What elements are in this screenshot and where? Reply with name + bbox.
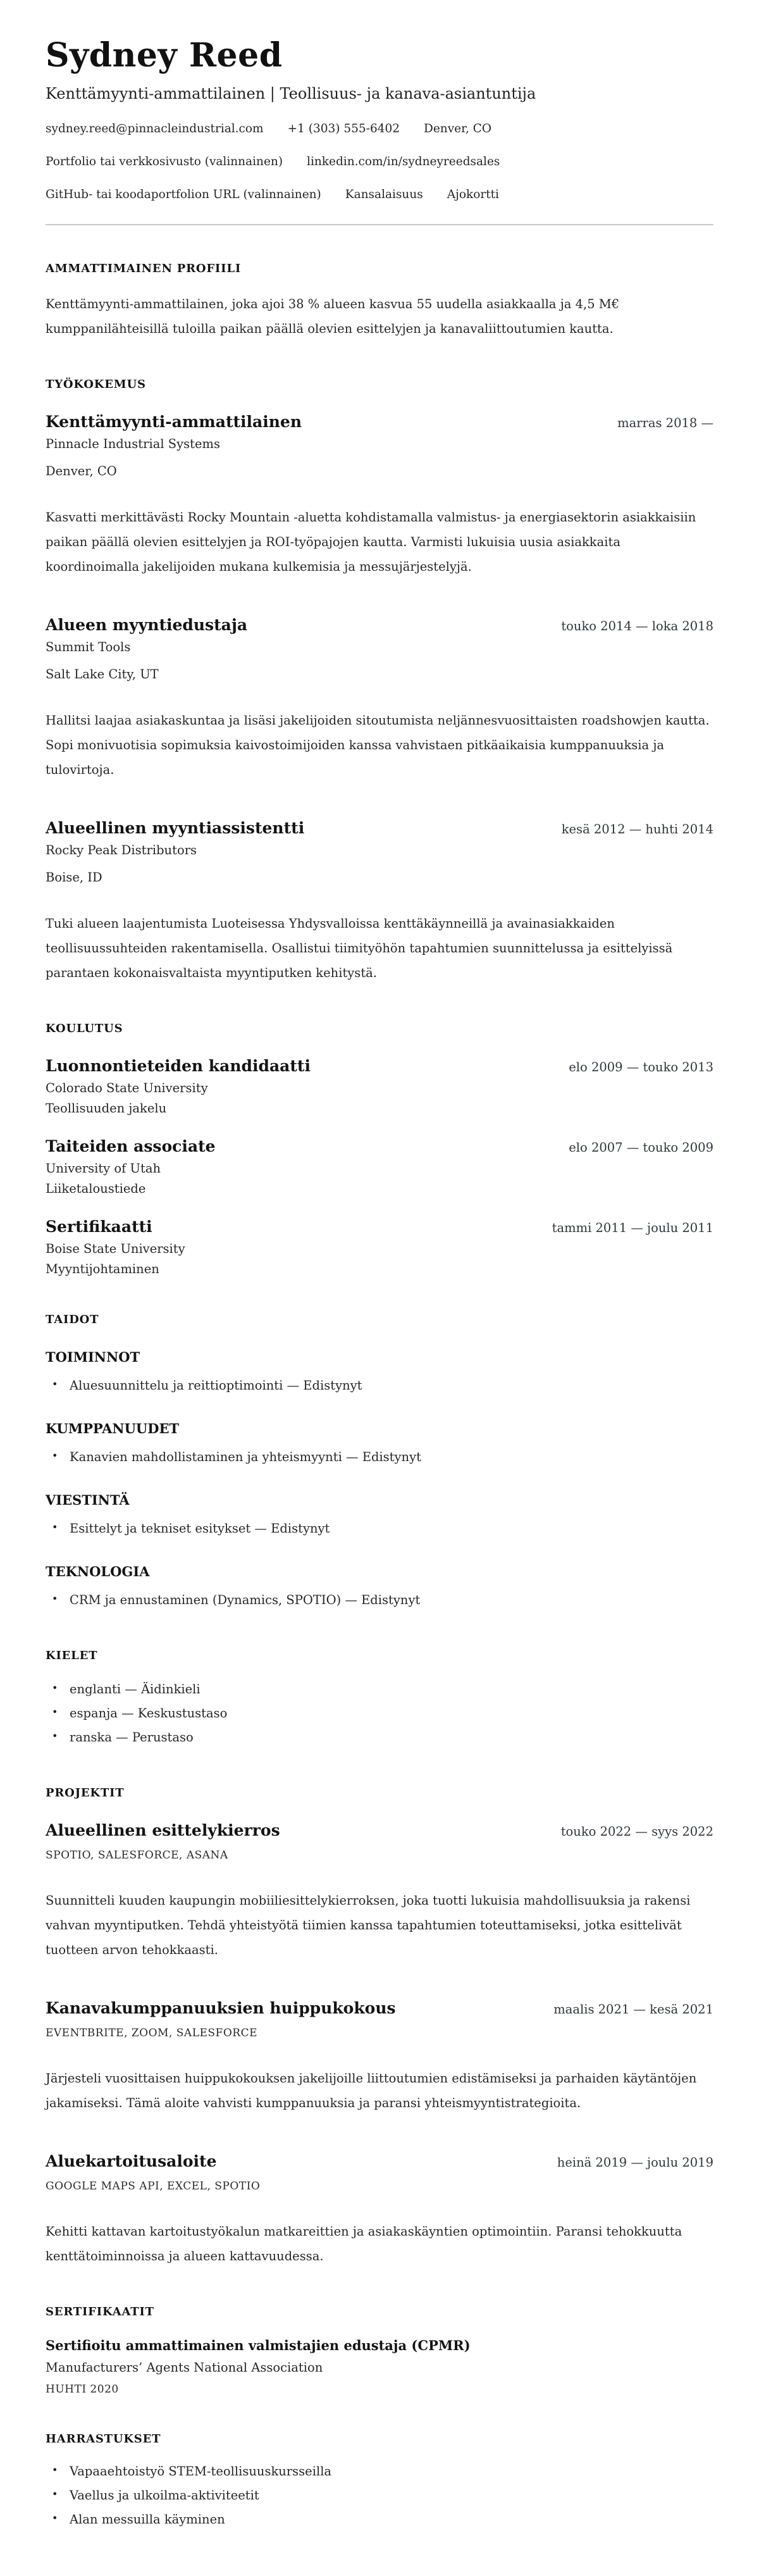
skill-list [46, 1445, 713, 1469]
project-description: Suunnitteli kuuden kaupungin mobiiliesittelykierroksen, joka tuotti lukuisia mahdollisuuksia ja rakensi vahvan myyntiputken. Tehdä yhteistyötä tiimien kanssa tapahtumien toteuttamiseksi, jotka esittelivät tuotteen arvon tehokkaasti. [46, 1893, 691, 1957]
degree-title: Luonnontieteiden kandidaatti [46, 1056, 311, 1075]
job-title: Alueen myyntiedustaja [46, 615, 248, 634]
location-text: Denver, CO [424, 121, 492, 135]
section-certifications [46, 2305, 713, 2396]
education-entry [46, 1217, 713, 1276]
certification-org: Manufacturers’ Agents National Association [46, 2360, 323, 2375]
portfolio-text: Portfolio tai verkkosivusto (valinnainen) [46, 154, 283, 168]
job-location: Denver, CO [46, 463, 117, 478]
job-description: Hallitsi laajaa asiakaskuntaa ja lisäsi jakelijoiden sitoutumista neljännesvuosittaisten roadshowjen kautta. Sopi monivuotisia sopimuksia kaivostoimijoiden kanssa vahvistaen pitkäaikaisia kumppanuuksia ja tulovirtoja. [46, 712, 710, 777]
section-profile [46, 262, 713, 341]
resume-header [46, 37, 713, 225]
skill-category: KUMPPANUUDET [46, 1420, 180, 1436]
job-description: Tuki alueen laajentumista Luoteisessa Yhdysvalloissa kenttäkäynneillä ja avainasiakkaiden teollisuussuhteiden rakentamisella. Osallistui tiimityöhön tapahtumien suunnittelussa ja esittelyissä parantaen kokonaisvaltaista myyntiputken kehitystä. [46, 916, 673, 980]
job-company: Rocky Peak Distributors [46, 842, 197, 857]
school-name: Boise State University [46, 1241, 185, 1256]
project-head [46, 1821, 713, 1839]
job-head [46, 819, 713, 837]
project-entry [46, 2152, 713, 2268]
job-head [46, 413, 713, 431]
section-languages [46, 1649, 713, 1750]
job-location: Salt Lake City, UT [46, 666, 159, 681]
language-item: • espanja — Keskustustaso [70, 1702, 713, 1726]
certification-title: Sertifioitu ammattimainen valmistajien edustaja (CPMR) [46, 2337, 471, 2353]
education-heading: KOULUTUS [46, 1021, 123, 1035]
job-location: Boise, ID [46, 869, 102, 885]
skill-category: TOIMINNOT [46, 1348, 140, 1365]
education-head [46, 1217, 713, 1236]
education-entry [46, 1057, 713, 1116]
job-entry [46, 819, 713, 985]
language-item: • englanti — Äidinkieli [70, 1677, 713, 1702]
project-head [46, 2152, 713, 2170]
field-of-study: Myyntijohtaminen [46, 1261, 159, 1276]
projects-heading: PROJEKTIT [46, 1786, 125, 1800]
hobbies-heading: HARRASTUKSET [46, 2432, 161, 2446]
school-name: University of Utah [46, 1160, 161, 1176]
job-title: Alueellinen myyntiassistentti [46, 818, 305, 837]
person-name: Sydney Reed [46, 36, 283, 75]
job-company: Summit Tools [46, 639, 131, 654]
skill-list [46, 1588, 713, 1612]
header-divider [46, 224, 713, 225]
section-education [46, 1022, 713, 1276]
contact-row-3 [46, 188, 713, 201]
project-title: Aluekartoitusaloite [46, 2151, 217, 2170]
skill-list [46, 1517, 713, 1541]
field-of-study: Liiketaloustiede [46, 1181, 146, 1196]
skill-item: • Aluesuunnittelu ja reittioptimointi — Edistynyt [70, 1374, 713, 1398]
skill-category: VIESTINTÄ [46, 1491, 130, 1508]
skills-heading: TAIDOT [46, 1312, 99, 1326]
certification-date: HUHTI 2020 [46, 2382, 119, 2396]
certification-entry [46, 2337, 713, 2396]
project-tools: GOOGLE MAPS API, EXCEL, SPOTIO [46, 2179, 261, 2193]
phone-text: +1 (303) 555-6402 [287, 121, 400, 135]
education-dates: elo 2007 — touko 2009 [569, 1140, 713, 1155]
hobby-item: • Vapaaehtoistyö STEM-teollisuuskursseilla [70, 2460, 713, 2484]
job-dates: kesä 2012 — huhti 2014 [561, 821, 713, 837]
education-head [46, 1057, 713, 1075]
language-list [46, 1677, 713, 1750]
education-head [46, 1137, 713, 1155]
linkedin-text: linkedin.com/in/sydneyreedsales [307, 154, 500, 168]
school-name: Colorado State University [46, 1080, 208, 1095]
section-experience [46, 378, 713, 985]
job-head [46, 616, 713, 634]
contact-row-2 [46, 155, 713, 168]
project-description: Kehitti kattavan kartoitustyökalun matkareittien ja asiakaskäyntien optimointiin. Paransi tehokkuutta kenttätoiminnoissa ja alueen kattavuudessa. [46, 2224, 682, 2263]
project-title: Alueellinen esittelykierros [46, 1820, 280, 1839]
skill-category: TEKNOLOGIA [46, 1563, 150, 1579]
project-dates: touko 2022 — syys 2022 [560, 1824, 713, 1839]
degree-title: Taiteiden associate [46, 1136, 216, 1155]
skill-list [46, 1374, 713, 1398]
skill-item: • CRM ja ennustaminen (Dynamics, SPOTIO) — Edistynyt [70, 1588, 713, 1612]
job-entry [46, 413, 713, 579]
project-dates: maalis 2021 — kesä 2021 [553, 2001, 713, 2017]
education-entry [46, 1137, 713, 1196]
citizenship-text: Kansalaisuus [345, 187, 423, 201]
certifications-heading: SERTIFIKAATIT [46, 2305, 154, 2318]
education-dates: tammi 2011 — joulu 2011 [552, 1220, 713, 1235]
skill-item: • Kanavien mahdollistaminen ja yhteismyynti — Edistynyt [70, 1445, 713, 1469]
job-entry [46, 616, 713, 782]
email-text: sydney.reed@pinnacleindustrial.com [46, 121, 264, 135]
project-entry [46, 1999, 713, 2115]
languages-heading: KIELET [46, 1648, 98, 1662]
project-tools: EVENTBRITE, ZOOM, SALESFORCE [46, 2026, 257, 2039]
education-dates: elo 2009 — touko 2013 [569, 1059, 713, 1074]
project-head [46, 1999, 713, 2017]
project-tools: SPOTIO, SALESFORCE, ASANA [46, 1848, 228, 1862]
section-projects [46, 1786, 713, 2268]
project-dates: heinä 2019 — joulu 2019 [557, 2155, 713, 2170]
hobby-item: • Vaellus ja ulkoilma-aktiviteetit [70, 2484, 713, 2508]
language-item: • ranska — Perustaso [70, 1726, 713, 1750]
profile-heading: AMMATTIMAINEN PROFIILI [46, 261, 242, 275]
job-dates: marras 2018 — [617, 415, 713, 430]
degree-title: Sertifikaatti [46, 1217, 152, 1236]
job-title: Kenttämyynti-ammattilainen [46, 412, 302, 431]
job-description: Kasvatti merkittävästi Rocky Mountain -aluetta kohdistamalla valmistus- ja energiasektorin asiakkaisiin paikan päällä olevien esittelyjen ja ROI-työpajojen kautta. Varmisti lukuisia uusia asiakkaita koordinoimalla jakelijoiden mukana kulkemisia ja messujärjestelyjä. [46, 509, 696, 574]
section-skills [46, 1313, 713, 1612]
job-dates: touko 2014 — loka 2018 [561, 618, 713, 633]
section-hobbies [46, 2432, 713, 2532]
field-of-study: Teollisuuden jakelu [46, 1100, 167, 1116]
person-title: Kenttämyynti-ammattilainen | Teollisuus- ja kanava-asiantuntija [46, 84, 536, 103]
job-company: Pinnacle Industrial Systems [46, 436, 221, 451]
github-text: GitHub- tai koodaportfolion URL (valinnainen) [46, 187, 321, 201]
profile-text: Kenttämyynti-ammattilainen, joka ajoi 38 % alueen kasvua 55 uudella asiakkaalla ja 4,5 M€ kumppanilähteisillä tuloilla paikan päällä olevien esittelyjen ja kanavaliittoutumien kautta. [46, 296, 620, 336]
hobby-item: • Alan messuilla käyminen [70, 2508, 713, 2532]
contact-row-1 [46, 122, 713, 135]
drivers-license-text: Ajokortti [447, 187, 499, 201]
project-title: Kanavakumppanuuksien huippukokous [46, 1998, 396, 2017]
experience-heading: TYÖKOKEMUS [46, 377, 146, 391]
project-entry [46, 1821, 713, 1962]
project-description: Järjesteli vuosittaisen huippukokouksen jakelijoille liittoutumien edistämiseksi ja parhaiden käytäntöjen jakamiseksi. Tämä aloite vahvisti kumppanuuksia ja paransi yhteismyyntistrategioita. [46, 2070, 697, 2110]
hobby-list [46, 2460, 713, 2532]
skill-item: • Esittelyt ja tekniset esitykset — Edistynyt [70, 1517, 713, 1541]
